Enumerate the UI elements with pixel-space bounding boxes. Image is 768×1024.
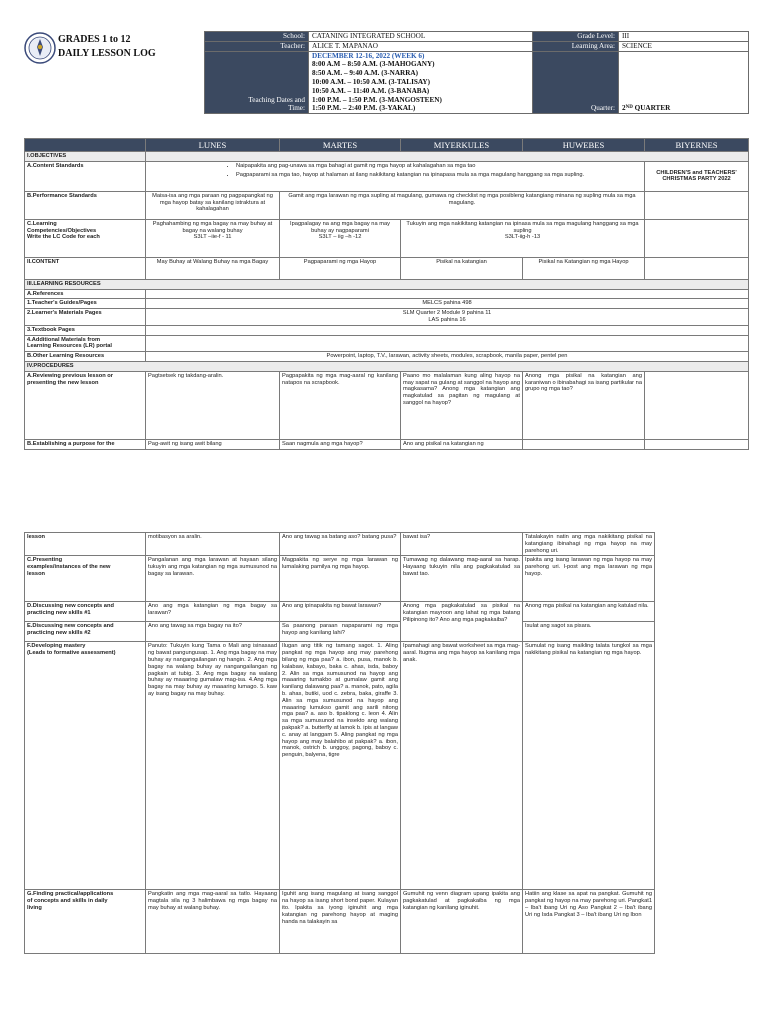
table-row <box>25 890 655 954</box>
reviewing-wednesday: Paano mo malalaman kung aling hayop na may sapat na gulang at sanggol na hayop ang magkasama? Anong mga katangian ang magkatulad sa pagitan ng magulang at sanggol na hayop? <box>401 371 523 439</box>
discussing-1-monday: Ano ang mga katangian ng mga bagay sa larawan? <box>146 602 280 622</box>
competencies-monday: Paghahambing ng mga bagay na may buhay at bagay na walang buhay S3LT –iie-f - 11 <box>146 219 280 257</box>
learning-resources-heading: III.LEARNING RESOURCES <box>25 279 749 289</box>
deped-seal-icon <box>24 32 56 64</box>
competencies-wed-thu: Tukuyin ang mga nakikitang katangian na ipinasa mula sa mga magulang hanggang sa mga supling S3LT-iig-h -13 <box>401 219 645 257</box>
reviewing-monday: Pagtsetsek ng takdang-aralin. <box>146 371 280 439</box>
teachers-guide-value: MELCS pahina 498 <box>146 299 749 309</box>
table-row <box>25 361 749 371</box>
day-header-monday: LUNES <box>146 139 280 152</box>
discussing-1-label: D.Discussing new concepts and practicing new skills #1 <box>25 602 146 622</box>
learners-materials-value: SLM Quarter 2 Module 9 pahina 11 LAS pahina 16 <box>146 309 749 326</box>
discussing-2-thursday: Isulat ang sagot sa pisara. <box>523 622 655 642</box>
reviewing-tuesday: Pagpapakita ng mga mag-aaral ng kanilang natapos na scrapbook. <box>280 371 401 439</box>
teachers-guide-label: 1.Teacher's Guides/Pages <box>25 299 146 309</box>
presenting-wednesday: Tumawag ng dalawang mag-aaral sa harap. Hayaang tukuyin nila ang pagkakatulad sa bawat tao. <box>401 556 523 602</box>
performance-standards-label: B.Performance Standards <box>25 191 146 219</box>
mastery-label: F.Developing mastery (Leads to formative assessment) <box>25 642 146 890</box>
table-row <box>25 352 749 362</box>
purpose-tuesday-start: Saan nagmula ang mga hayop? <box>280 439 401 449</box>
content-wednesday: Pisikal na katangian <box>401 257 523 279</box>
grade-level-label: Grade Level: <box>533 32 619 42</box>
table-row <box>25 161 749 191</box>
friday-event: CHILDREN'S and TEACHERS' CHRISTMAS PARTY 2022 <box>645 161 749 191</box>
practical-tuesday: Iguhit ang isang magulang at isang sanggol na hayop sa isang short bond paper. Kulayan ito. Ipakita sa iyong iginuhit ang mga katangian ng parehong hayop at maging handa na talakayin sa <box>280 890 401 954</box>
quarter-label: Quarter: <box>533 51 619 114</box>
table-row <box>25 191 749 219</box>
content-monday: May Buhay at Walang Buhay na mga Bagay <box>146 257 280 279</box>
other-resources-label: B.Other Learning Resources <box>25 352 146 362</box>
discussing-2-monday: Ano ang tawag sa mga bagay na ito? <box>146 622 280 642</box>
table-row <box>25 309 749 326</box>
learning-area-value: SCIENCE <box>619 41 749 51</box>
mastery-wednesday: Ipamahagi ang bawat worksheet sa mga mag-aaral. Itugma ang mga hayop sa kanilang mga anak. <box>401 642 523 890</box>
table-row <box>25 279 749 289</box>
table-row <box>25 439 749 449</box>
objectives-heading: I.OBJECTIVES <box>25 152 146 162</box>
reviewing-thursday: Anong mga pisikal na katangian ang karaniwan o ibinabahagi sa isang partikular na grupo ng mga tao? <box>523 371 645 439</box>
learning-area-label: Learning Area: <box>533 41 619 51</box>
performance-standards-tue-thu: Gamit ang mga larawan ng mga supling at magulang, gumawa ng checklist ng mga posibleng katangiang minana ng supling mula sa mga magulang. <box>280 191 645 219</box>
content-standards-label: A.Content Standards <box>25 161 146 191</box>
page-title: GRADES 1 to 12 DAILY LESSON LOG <box>58 34 156 59</box>
table-row <box>25 257 749 279</box>
procedures-heading: IV.PROCEDURES <box>25 361 749 371</box>
competencies-tuesday: Ipagpalagay na ang mga bagay na may buhay ay nagpaparami S3LT – iig –h -12 <box>280 219 401 257</box>
discussing-2-label: E.Discussing new concepts and practicing new skills #2 <box>25 622 146 642</box>
practical-thursday: Hatiin ang klase sa apat na pangkat. Gumuhit ng pangkat ng hayop na may parehong uri. Pangkat1 – Iba't ibang Uri ng Aso Pangkat 2 – Iba't ibang Uri ng Isda Pangkat 3 – Iba't ibang Uri ng Ibon <box>523 890 655 954</box>
presenting-tuesday: Magpakita ng serye ng mga larawan ng lumalaking pamilya ng mga hayop. <box>280 556 401 602</box>
performance-standards-monday: Maisa-isa ang mga paraan ng pagpapangkat ng mga hayop batay sa kanilang istraktura at kahalagahan <box>146 191 280 219</box>
lesson-info-table <box>204 31 749 114</box>
table-row <box>25 371 749 439</box>
purpose-label: B.Establishing a purpose for the <box>25 439 146 449</box>
textbook-label: 3.Textbook Pages <box>25 325 146 335</box>
mastery-thursday: Sumulat ng isang maikling talata tungkol sa mga nakikitang pisikal na katangian ng mga hayop. <box>523 642 655 890</box>
day-header-blank <box>25 139 146 152</box>
content-label: II.CONTENT <box>25 257 146 279</box>
table-row <box>25 556 655 602</box>
teaching-dates-value: DECEMBER 12-16, 2022 (WEEK 6) 8:00 A.M – 8:50 A.M. (3-MAHOGANY) 8:50 A.M. – 9:40 A.M. (3-NARRA) 10:00 A.M. – 10:50 A.M. (3-TALISAY) 10:50 A.M. – 11:40 A.M. (3-BANABA) 1:00 P.M. – 1:50 P.M. (3-MANGOSTEEN) 1:50 P.M. – 2:40 P.M. (3-YAKAL) <box>309 51 533 114</box>
discussing-1-thursday: Anong mga pisikal na katangian ang katulad nila. <box>523 602 655 622</box>
presenting-thursday: Ipakita ang isang larawan ng mga hayop na may parehong uri. I-post ang mga larawan ng mga hayop. <box>523 556 655 602</box>
table-row <box>25 152 749 162</box>
purpose-tuesday-end: Ano ang tawag sa batang aso? batang pusa? <box>280 533 401 556</box>
purpose-label-continued: lesson <box>25 533 146 556</box>
school-label: School: <box>205 32 309 42</box>
practical-wednesday: Gumuhit ng venn diagram upang ipakita ang pagkakatulad at pagkakaiba ng mga katangian ng kanilang iginuhit. <box>401 890 523 954</box>
table-row <box>25 219 749 257</box>
day-header-row <box>25 139 749 152</box>
presenting-monday: Pangalanan ang mga larawan at hayaan silang tukuyin ang mga katangian ng mga sumusunod na bagay sa larawan. <box>146 556 280 602</box>
content-thursday: Pisikal na Katangian ng mga Hayop <box>523 257 645 279</box>
additional-materials-label: 4.Additional Materials from Learning Resources (LR) portal <box>25 335 146 352</box>
table-row <box>25 622 655 642</box>
grade-level-value: III <box>619 32 749 42</box>
table-row <box>25 335 749 352</box>
discussing-2-tuesday: Sa paanong paraan napaparami ng mga hayop ang kanilang lahi? <box>280 622 401 642</box>
table-row <box>25 299 749 309</box>
lesson-plan-table-part-2 <box>24 532 655 954</box>
teacher-value: ALICE T. MAPANAO <box>309 41 533 51</box>
table-row <box>25 325 749 335</box>
content-tuesday: Pagpaparami ng mga Hayop <box>280 257 401 279</box>
competencies-label: C.Learning Competencies/Objectives Write the LC Code for each <box>25 219 146 257</box>
practical-monday: Pangkatin ang mga mag-aaral sa tatlo. Hayaang magtala sila ng 3 halimbawa ng mga bagay na may buhay at walang buhay. <box>146 890 280 954</box>
reviewing-label: A.Reviewing previous lesson or presenting the new lesson <box>25 371 146 439</box>
purpose-thursday-end: Tatalakayin natin ang mga nakikitang pisikal na katangiang ibinahagi ng mga hayop na may parehong uri. <box>523 533 655 556</box>
mastery-monday: Panuto: Tukuyin kung Tama o Mali ang isinasaad ng bawat pangungusap. 1. Ang mga bagay na may buhay ay nangangailangan ng hangin. 2. Ang mga bagay na walang buhay ay nangangailangan ng pagkain at tubig. 3. Ang mga bagay na walang buhay ay maaaring gumalaw mag-isa. 4.Ang mga bagay na may buhay ay maaaring lumago. 5. kaw ay isang bagay na may buhay. <box>146 642 280 890</box>
discussing-1-wednesday: Anong mga pagkakatulad sa pisikal na katangian mayroon ang lahat ng mga batang Pilipinong ito? Ano ang mga pagkakaiba? <box>401 602 523 642</box>
day-header-tuesday: MARTES <box>280 139 401 152</box>
table-row <box>25 602 655 622</box>
lesson-plan-table-part-1 <box>24 138 749 450</box>
lesson-log-header <box>0 28 768 122</box>
teacher-label: Teacher: <box>205 41 309 51</box>
purpose-monday-start: Pag-awit ng isang awit bilang <box>146 439 280 449</box>
purpose-monday-end: motibasyon sa aralin. <box>146 533 280 556</box>
table-row <box>25 642 655 890</box>
day-header-wednesday: MIYERKULES <box>401 139 523 152</box>
teaching-dates-label: Teaching Dates and Time: <box>205 51 309 114</box>
quarter-value: 2ND QUARTER <box>619 51 749 114</box>
learners-materials-label: 2.Learner's Materials Pages <box>25 309 146 326</box>
purpose-wednesday-end: bawat isa? <box>401 533 523 556</box>
references-label: A.References <box>25 289 146 299</box>
day-header-friday: BIYERNES <box>645 139 749 152</box>
table-row <box>25 533 655 556</box>
mastery-tuesday: Ilugan ang titik ng tamang sagot. 1. Aling pangkat ng mga hayop ang may parehong bilang ng mga paa? a. ibon, pusa, manok b. kalabaw, kabayo, baka c. ahas, isda, baboy 2. Alin sa mga sumusunod na hayop ang maaaring tumakbo at gumalaw gamit ang kanilang dalawang paa? a. manok, pato, agila b. ahas, butiki, uod c. zebra, baka, giraffe 3. Alin sa mga sumusunod na hayop ang maaaring lumukso gamit ang sarili nitong mga paa? a. aso b. tipaklong c. leon 4. Alin sa mga sumusunod na insekto ang walang pakpak? a. butterfly at lamok b. ipis at langaw c. anay at langgam 5. Aling pangkat ng mga hayop ang may balahibo at pakpak? a. ibon, manok, ostrich b. unggoy, pagong, baboy c. penguin, balyena, tigre <box>280 642 401 890</box>
discussing-1-tuesday: Ano ang ipinapakita ng bawat larawan? <box>280 602 401 622</box>
table-row <box>25 289 749 299</box>
other-resources-value: Powerpoint, laptop, T.V., larawan, activity sheets, modules, scrapbook, manila paper, pentel pen <box>146 352 749 362</box>
presenting-label: C.Presenting examples/instances of the new lesson <box>25 556 146 602</box>
school-value: CATANING INTEGRATED SCHOOL <box>309 32 533 42</box>
purpose-wednesday-start: Ano ang pisikal na katangian ng <box>401 439 523 449</box>
day-header-thursday: HUWEBES <box>523 139 645 152</box>
practical-label: G.Finding practical/applications of concepts and skills in daily living <box>25 890 146 954</box>
content-standards-value: • Naipapakita ang pag-unawa sa mga bahagi at gamit ng mga hayop at kahalagahan sa mga tao • Pagpaparami sa mga tao, hayop at halaman at ilang nakikitang katangian na ipinapasa mula sa mga magulang hanggang sa mga supling. <box>146 161 645 191</box>
